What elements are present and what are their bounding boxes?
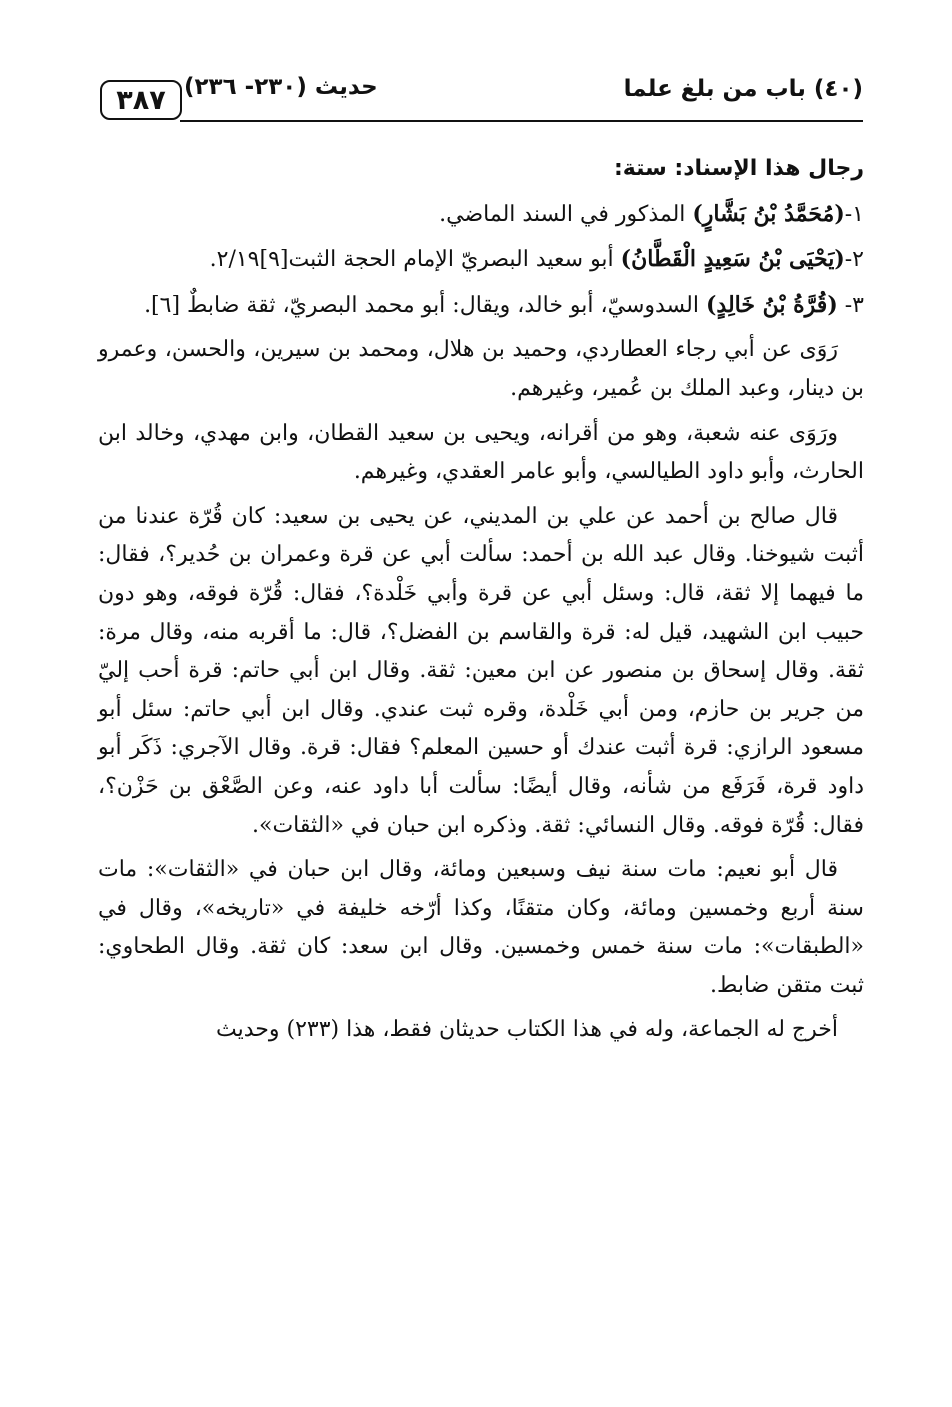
page-number-box: [100, 80, 182, 120]
page-number: ٣٨٧: [116, 84, 166, 116]
section-heading: رجال هذا الإسناد: ستة:: [614, 156, 864, 181]
narrator-name: (قُرَّةُ بْنُ خَالِدٍ): [705, 291, 838, 318]
narrator-entry: [98, 286, 864, 326]
paragraph-narrators-from: ورَوَى عنه شعبة، وهو من أقرانه، ويحيى بن سعيد القطان، وابن مهدي، وخالد ابن الحارث، وأبو داود الطيالسي، وأبو عامر العقدي، وغيرهم.: [98, 420, 864, 485]
narrator-name: (يَحْيَى بْنُ سَعِيدٍ الْقَطَّانُ): [620, 246, 845, 273]
narrator-description: المذكور في السند الماضي.: [439, 201, 693, 227]
narrator-description: السدوسيّ، أبو خالد، ويقال: أبو محمد البصريّ، ثقة ضابطٌ [٦].: [144, 292, 706, 318]
narrator-entry: [98, 195, 864, 235]
chapter-title: (٤٠) باب من بلغ علما: [623, 76, 863, 102]
page-header: [100, 66, 863, 126]
paragraph-students-of: رَوَى عن أبي رجاء العطاردي، وحميد بن هلال، ومحمد بن سيرين، والحسن، وعمرو بن دينار، وعبد الملك بن عُمير، وغيرهم.: [98, 337, 864, 401]
narrator-entry: [98, 240, 864, 280]
narrator-description: أبو سعيد البصريّ الإمام الحجة الثبت[٩]٢/١٩.: [209, 247, 621, 273]
narrator-name: (مُحَمَّدُ بْنُ بَشَّارٍ): [692, 200, 845, 227]
narrator-number: ١-: [844, 201, 864, 227]
paragraph-takhrij: أخرج له الجماعة، وله في هذا الكتاب حديثان فقط، هذا (٢٣٣) وحديث: [216, 1017, 838, 1043]
narrator-number: ٣-: [837, 292, 864, 318]
narrator-number: ٢-: [844, 247, 864, 273]
hadith-range: حديث (٢٣٠- ٢٣٦): [184, 74, 378, 100]
paragraph-grading: قال صالح بن أحمد عن علي بن المديني، عن يحيى بن سعيد: كان قُرّة عندنا من أثبت شيوخنا. وقال عبد الله بن أحمد: سألت أبي عن قرة وعمران بن حُدير؟، فقال: ما فيهما إلا ثقة، قال: وسئل أبي عن قرة وأبي خَلْدة؟، فقال: قُرّة فوقه، وهو دون حبيب ابن الشهيد، قيل له: قرة والقاسم بن الفضل؟، قال: ما أقربه منه، وقال مرة: ثقة. وقال إسحاق بن منصور عن ابن معين: ثقة. وقال ابن أبي حاتم: قرة أحب إليّ من جرير بن حازم، ومن أبي خَلْدة، وقره ثبت عندي. وقال ابن أبي حاتم: سئل أبو مسعود الرازي: قرة أثبت عندك أو حسين المعلم؟ فقال: قرة. وقال الآجري: ذَكَر أبو داود قرة، فَرَفَع من شأنه، وقال أيضًا: سألت أبا داود عنه، وعن الصَّعْق بن حَزْن؟، فقال: قُرّة فوقه. وقال النسائي: ثقة. وذكره ابن حبان في «الثقات».: [98, 503, 864, 838]
page-body: [98, 150, 864, 1056]
paragraph-death: قال أبو نعيم: مات سنة نيف وسبعين ومائة، وقال ابن حبان في «الثقات»: مات سنة أربع وخمسين ومائة، وكان متقنًا، وكذا أرّخه خليفة في «تاريخه»، وقال في «الطبقات»: مات سنة خمس وخمسين. وقال ابن سعد: كان ثقة. وقال الطحاوي: ثبت متقن ضابط.: [98, 857, 864, 998]
header-rule: [180, 120, 863, 122]
